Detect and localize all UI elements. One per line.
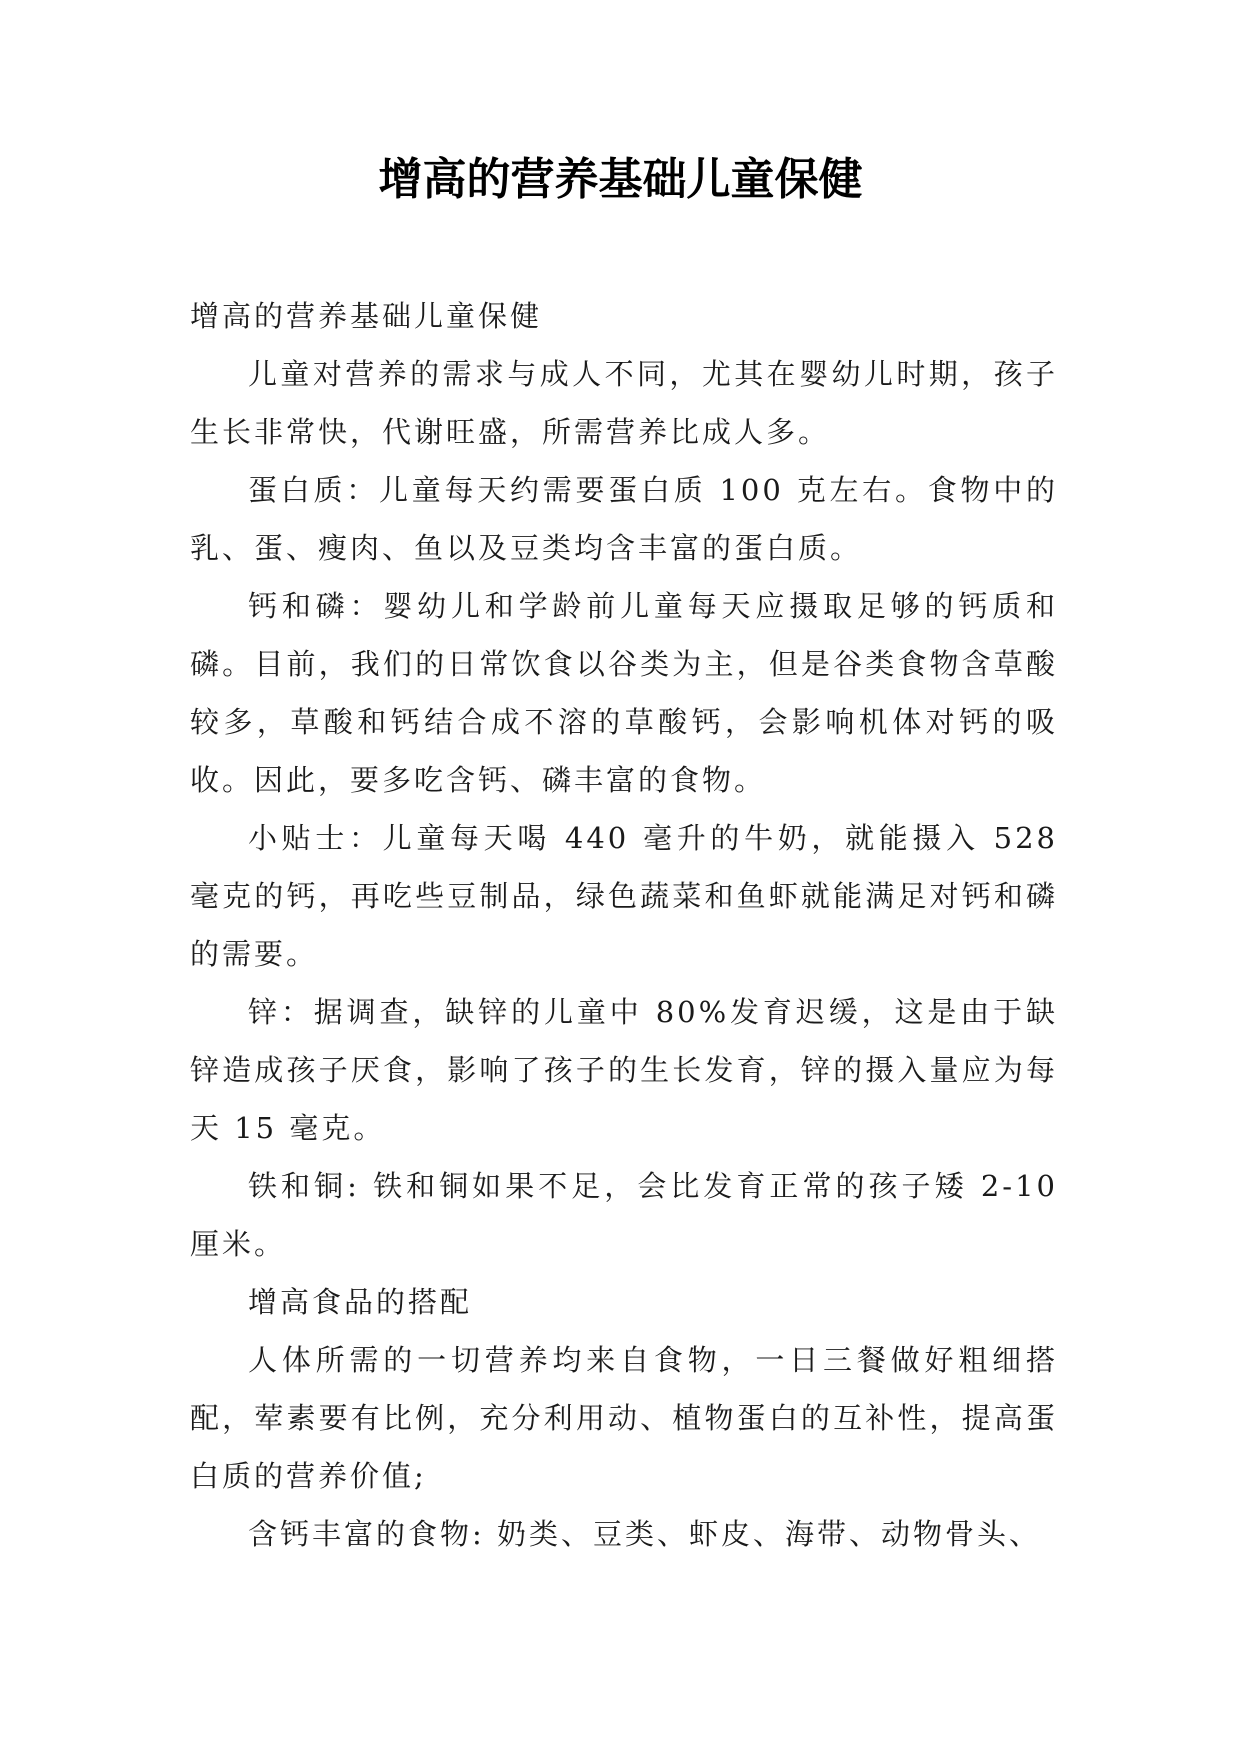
intro-paragraph: 儿童对营养的需求与成人不同，尤其在婴幼儿时期，孩子生长非常快，代谢旺盛，所需营养比成人多。 (190, 357, 1058, 449)
zinc-paragraph: 锌：据调查，缺锌的儿童中 80%发育迟缓，这是由于缺锌造成孩子厌食，影响了孩子的生长发育，锌的摄入量应为每天 15 毫克。 (190, 995, 1058, 1145)
section-heading-food-pairing: 增高食品的搭配 (248, 1285, 473, 1319)
calcium-phosphorus-paragraph: 钙和磷：婴幼儿和学龄前儿童每天应摄取足够的钙质和磷。目前，我们的日常饮食以谷类为主，但是谷类食物含草酸较多，草酸和钙结合成不溶的草酸钙，会影响机体对钙的吸收。因此，要多吃含钙、磷丰富的食物。 (190, 589, 1058, 797)
iron-copper-paragraph: 铁和铜: 铁和铜如果不足，会比发育正常的孩子矮 2-10 厘米。 (190, 1169, 1058, 1261)
food-pairing-paragraph: 人体所需的一切营养均来自食物，一日三餐做好粗细搭配，荤素要有比例，充分利用动、植物蛋白的互补性，提高蛋白质的营养价值; (190, 1343, 1058, 1493)
protein-paragraph: 蛋白质：儿童每天约需要蛋白质 100 克左右。食物中的乳、蛋、瘦肉、鱼以及豆类均含丰富的蛋白质。 (190, 473, 1058, 565)
tip-paragraph: 小贴士：儿童每天喝 440 毫升的牛奶，就能摄入 528 毫克的钙，再吃些豆制品，绿色蔬菜和鱼虾就能满足对钙和磷的需要。 (190, 821, 1058, 971)
document-body (190, 287, 1058, 1563)
document-title: 增高的营养基础儿童保健 (378, 154, 863, 205)
subtitle-paragraph: 增高的营养基础儿童保健 (190, 299, 543, 333)
calcium-foods-paragraph: 含钙丰富的食物: 奶类、豆类、虾皮、海带、动物骨头、 (248, 1517, 1041, 1551)
